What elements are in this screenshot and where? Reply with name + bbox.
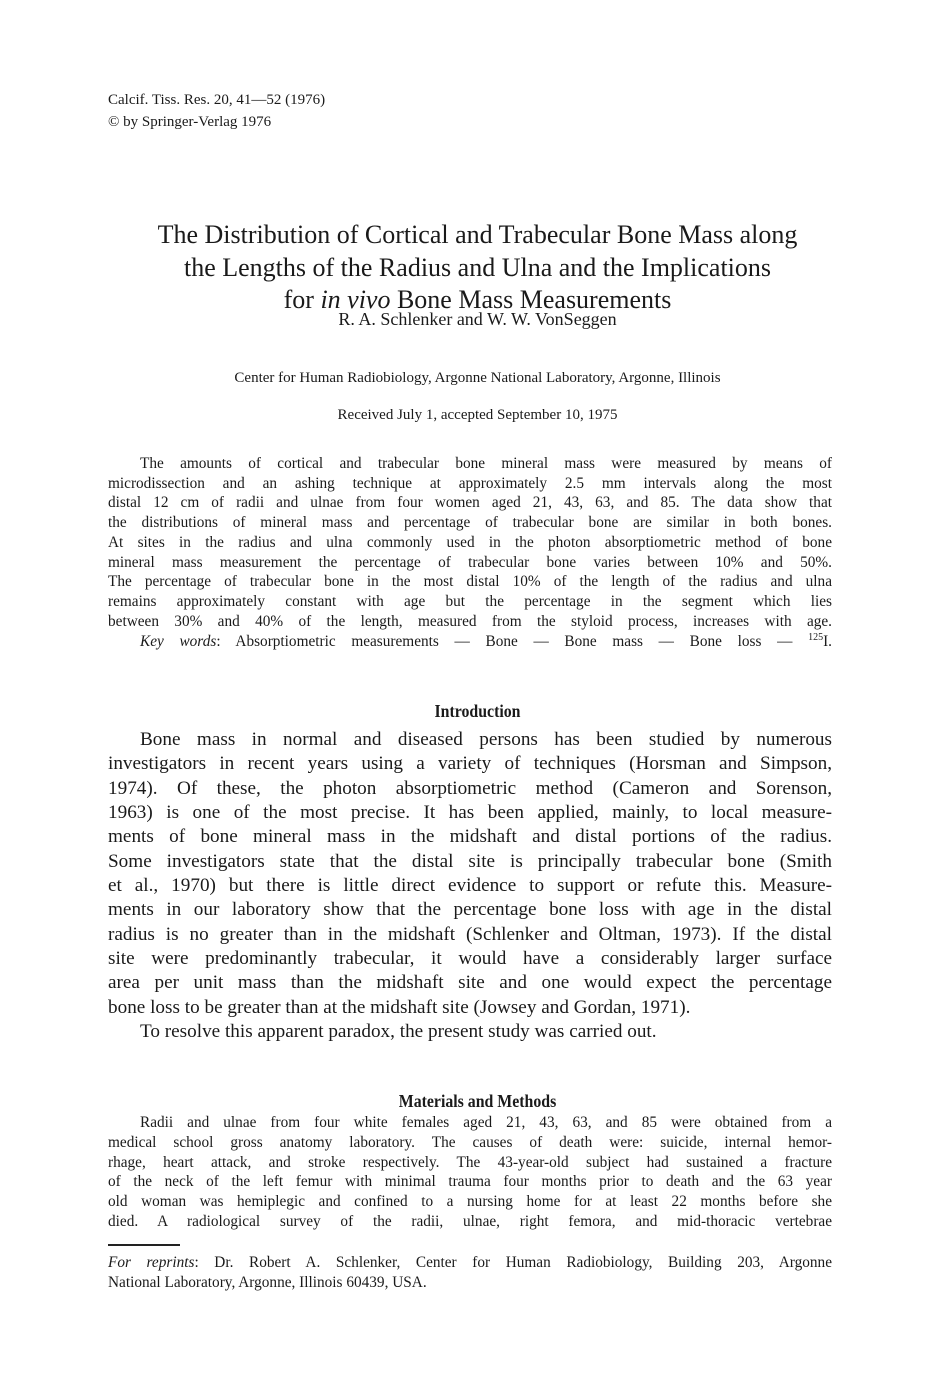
- materials-methods-heading: Materials and Methods: [398, 1091, 557, 1111]
- keywords-label: Key words: [140, 633, 217, 651]
- footnote-rule: [108, 1244, 180, 1246]
- authors: R. A. Schlenker and W. W. VonSeggen: [338, 309, 617, 329]
- introduction-line: Some investigators state that the distal site is principally trabecular bone (Smith: [108, 850, 832, 872]
- abstract-line: The percentage of trabecular bone in the most distal 10% of the length of the radius and ulna: [108, 573, 832, 591]
- materials-methods-line: medical school gross anatomy laboratory. The causes of death were: suicide, internal hemor-: [108, 1133, 832, 1151]
- title-line-3-italic: in vivo: [320, 285, 391, 314]
- copyright-notice: © by Springer-Verlag 1976: [108, 114, 272, 130]
- journal-citation: Calcif. Tiss. Res. 20, 41—52 (1976): [108, 92, 326, 108]
- abstract-line: distal 12 cm of radii and ulnae from four women aged 21, 43, 63, and 85. The data show that: [108, 494, 832, 512]
- introduction-line: investigators in recent years using a variety of techniques (Horsman and Simpson,: [108, 753, 832, 775]
- footnote-line-1: [108, 1253, 832, 1273]
- materials-methods-line: died. A radiological survey of the radii, ulnae, right femora, and mid-thoracic vertebrae: [108, 1212, 832, 1230]
- keywords: [140, 632, 832, 651]
- abstract-line: between 30% and 40% of the length, measured from the styloid process, increases with age.: [108, 612, 832, 630]
- introduction-line: 1974). Of these, the photon absorptiometric method (Cameron and Sorenson,: [108, 777, 832, 799]
- footnote-line-2: National Laboratory, Argonne, Illinois 60439, USA.: [108, 1274, 427, 1291]
- abstract-line: mineral mass measurement the percentage of trabecular bone varies between 10% and 50%.: [108, 553, 832, 571]
- title-line-3-post: Bone Mass Measurements: [390, 285, 672, 314]
- introduction-heading: Introduction: [434, 701, 521, 721]
- abstract-line: At sites in the radius and ulna commonly used in the photon absorptiometric method of bone: [108, 533, 832, 551]
- introduction-line: site were predominantly trabecular, it would have a considerably larger surface: [108, 948, 832, 970]
- materials-methods-body: [108, 1113, 832, 1232]
- title-line-1: The Distribution of Cortical and Trabecular Bone Mass along: [157, 220, 798, 249]
- abstract-line: the distributions of mineral mass and percentage of trabecular bone are similar in both bones.: [108, 514, 832, 532]
- footnote: [108, 1253, 832, 1293]
- abstract: [108, 454, 832, 631]
- received-dates: Received July 1, accepted September 10, 1975: [337, 407, 618, 423]
- affiliation: Center for Human Radiobiology, Argonne National Laboratory, Argonne, Illinois: [234, 370, 721, 386]
- abstract-line: remains approximately constant with age but the percentage in the segment which lies: [108, 592, 832, 610]
- introduction-body: [108, 728, 832, 1044]
- keywords-text: : Absorptiometric measurements — Bone — Bone mass — Bone loss —: [216, 633, 809, 651]
- introduction-line: radius is no greater than in the midshaft (Schlenker and Oltman, 1973). If the distal: [108, 923, 832, 945]
- introduction-line: 1963) is one of the most precise. It has been applied, mainly, to local measure-: [108, 802, 832, 824]
- abstract-line: microdissection and an ashing technique at approximately 2.5 mm intervals along the most: [108, 474, 832, 492]
- introduction-line: ments in our laboratory show that the percentage bone loss with age in the distal: [108, 899, 832, 921]
- title-line-2: the Lengths of the Radius and Ulna and the Implications: [183, 252, 772, 282]
- introduction-line: et al., 1970) but there is little direct evidence to support or refute this. Measure-: [108, 875, 832, 897]
- materials-methods-line: Radii and ulnae from four white females aged 21, 43, 63, and 85 were obtained from a: [140, 1114, 832, 1131]
- materials-methods-line: old woman was hemiplegic and confined to a nursing home for at least 22 months before she: [108, 1193, 832, 1211]
- keywords-end: I.: [823, 633, 832, 651]
- materials-methods-line: of the neck of the left femur with minimal trauma four months prior to death and the 63 year: [108, 1173, 832, 1191]
- introduction-heading-wrap: [0, 701, 938, 722]
- introduction-line: bone loss to be greater than at the midshaft site (Jowsey and Gordan, 1971).: [108, 996, 691, 1018]
- introduction-line: area per unit mass than the midshaft site and one would expect the percentage: [108, 972, 832, 994]
- keywords-superscript: 125: [808, 632, 824, 643]
- materials-methods-heading-wrap: [0, 1091, 938, 1112]
- abstract-line: The amounts of cortical and trabecular bone mineral mass were measured by means of: [140, 455, 832, 472]
- materials-methods-line: rhage, heart attack, and stroke respectively. The 43-year-old subject had sustained a fracture: [108, 1153, 832, 1171]
- paper-title: [0, 219, 938, 317]
- introduction-line: Bone mass in normal and diseased persons has been studied by numerous: [140, 729, 832, 750]
- title-line-3-pre: for: [283, 285, 321, 314]
- introduction-line: To resolve this apparent paradox, the present study was carried out.: [140, 1021, 657, 1043]
- footnote-label: For reprints: [108, 1254, 195, 1271]
- footnote-text-1: : Dr. Robert A. Schlenker, Center for Human Radiobiology, Building 203, Argonne: [194, 1254, 832, 1271]
- introduction-line: ments of bone mineral mass in the midshaft and distal portions of the radius.: [108, 826, 832, 848]
